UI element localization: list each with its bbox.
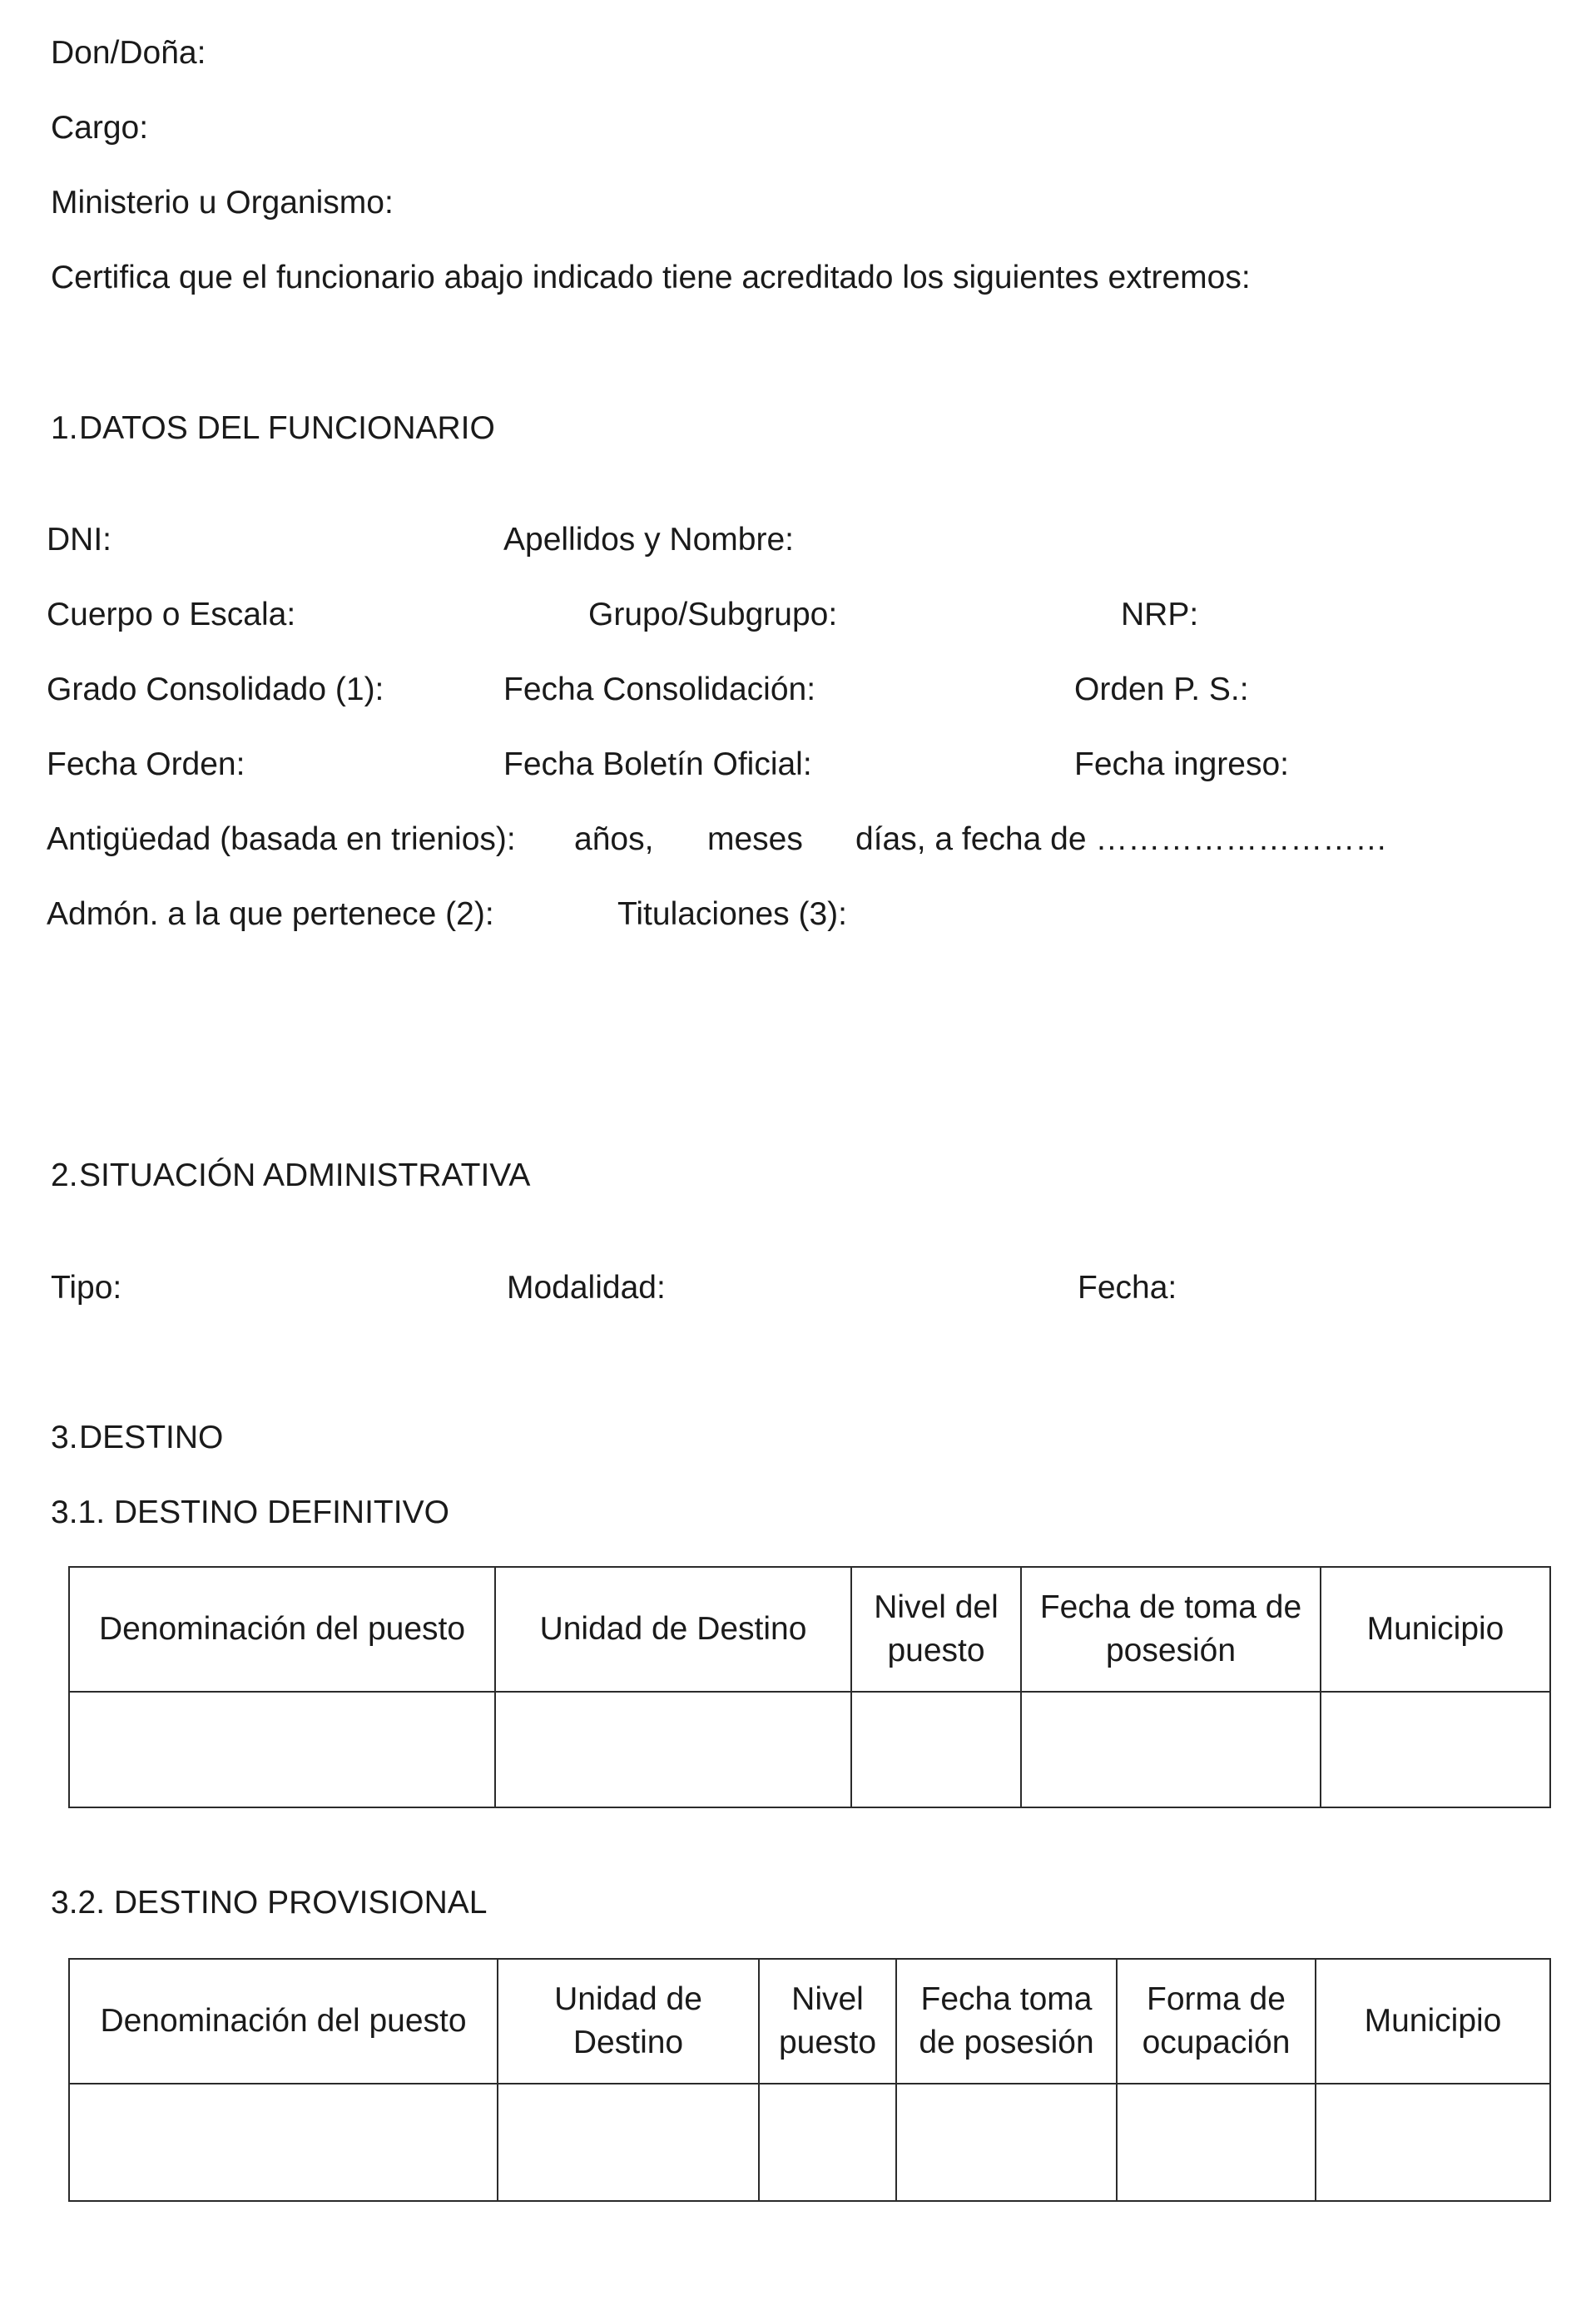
titulaciones-label: Titulaciones (3): <box>617 896 847 932</box>
header-cell-denominacion: Denominación del puesto <box>69 1959 498 2084</box>
tipo-label: Tipo: <box>51 1270 122 1306</box>
modalidad-label: Modalidad: <box>507 1270 666 1306</box>
destino-provisional-title: 3.2. DESTINO PROVISIONAL <box>51 1885 488 1921</box>
header-cell-denominacion: Denominación del puesto <box>69 1567 495 1692</box>
destino-definitivo-title: 3.1. DESTINO DEFINITIVO <box>51 1495 449 1530</box>
cargo-label: Cargo: <box>51 110 149 146</box>
apellidos-label: Apellidos y Nombre: <box>503 522 794 558</box>
header-cell-fecha-toma: Fecha toma de posesión <box>896 1959 1117 2084</box>
admon-label: Admón. a la que pertenece (2): <box>47 896 494 932</box>
header-cell-nivel: Nivel puesto <box>759 1959 896 2084</box>
table-row <box>69 2084 1550 2201</box>
anos-label: años, <box>574 821 654 857</box>
section3-title: DESTINO <box>79 1420 224 1455</box>
dni-label: DNI: <box>47 522 112 558</box>
fecha-label: Fecha: <box>1078 1270 1177 1306</box>
fecha-consolidacion-label: Fecha Consolidación: <box>503 672 816 707</box>
table-cell[interactable] <box>851 1692 1021 1807</box>
cuerpo-label: Cuerpo o Escala: <box>47 597 296 632</box>
grado-label: Grado Consolidado (1): <box>47 672 384 707</box>
section1-title: DATOS DEL FUNCIONARIO <box>79 410 495 446</box>
grupo-label: Grupo/Subgrupo: <box>588 597 838 632</box>
header-cell-nivel: Nivel del puesto <box>851 1567 1021 1692</box>
meses-label: meses <box>707 821 803 857</box>
header-cell-municipio: Municipio <box>1321 1567 1550 1692</box>
header-cell-municipio: Municipio <box>1316 1959 1550 2084</box>
fecha-orden-label: Fecha Orden: <box>47 746 245 782</box>
destino-provisional-table <box>68 1958 1551 2202</box>
header-cell-unidad: Unidad de Destino <box>495 1567 851 1692</box>
table-cell[interactable] <box>759 2084 896 2201</box>
fecha-boletin-label: Fecha Boletín Oficial: <box>503 746 812 782</box>
table-cell[interactable] <box>1321 1692 1550 1807</box>
table-cell[interactable] <box>69 2084 498 2201</box>
table-cell[interactable] <box>1021 1692 1321 1807</box>
header-cell-fecha-toma: Fecha de toma de posesión <box>1021 1567 1321 1692</box>
nrp-label: NRP: <box>1121 597 1199 632</box>
fecha-ingreso-label: Fecha ingreso: <box>1074 746 1289 782</box>
dias-label: días, a fecha de ……………………… <box>855 821 1388 857</box>
section1-number: 1. <box>51 410 78 446</box>
header-cell-forma-ocupacion: Forma de ocupación <box>1117 1959 1316 2084</box>
table-cell[interactable] <box>1117 2084 1316 2201</box>
section2-title: SITUACIÓN ADMINISTRATIVA <box>79 1157 531 1193</box>
ministerio-label: Ministerio u Organismo: <box>51 185 394 221</box>
section2-number: 2. <box>51 1157 78 1193</box>
table-row <box>69 1692 1550 1807</box>
orden-ps-label: Orden P. S.: <box>1074 672 1249 707</box>
don-dona-label: Don/Doña: <box>51 35 206 71</box>
table-cell[interactable] <box>896 2084 1117 2201</box>
table-cell[interactable] <box>495 1692 851 1807</box>
table-cell[interactable] <box>69 1692 495 1807</box>
table-header-row <box>69 1959 1550 2084</box>
section3-number: 3. <box>51 1420 78 1455</box>
antiguedad-label: Antigüedad (basada en trienios): <box>47 821 516 857</box>
table-cell[interactable] <box>498 2084 759 2201</box>
table-cell[interactable] <box>1316 2084 1550 2201</box>
certifica-statement: Certifica que el funcionario abajo indicado tiene acreditado los siguientes extremos: <box>51 260 1251 295</box>
destino-definitivo-table <box>68 1566 1551 1808</box>
table-header-row <box>69 1567 1550 1692</box>
header-cell-unidad: Unidad de Destino <box>498 1959 759 2084</box>
